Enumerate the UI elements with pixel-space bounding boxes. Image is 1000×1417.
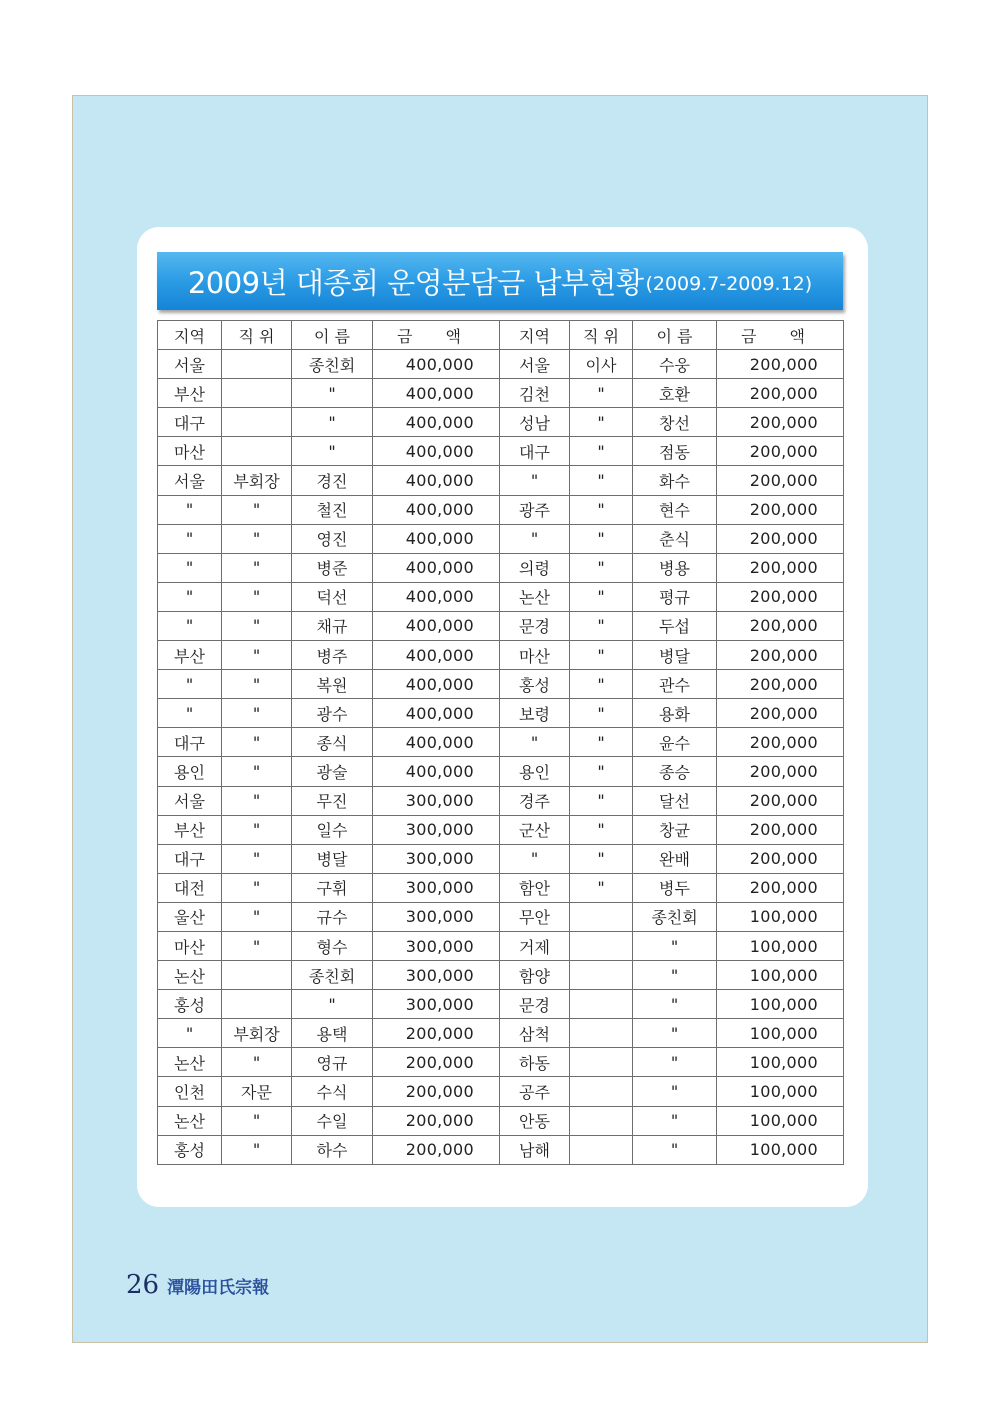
cell-name: 점동 [633, 437, 717, 466]
cell-position: 부회장 [222, 1019, 292, 1048]
cell-position [570, 931, 633, 960]
table-row [158, 466, 844, 495]
cell-region: 홍성 [158, 990, 222, 1019]
table-row [158, 931, 844, 960]
cell-position: " [570, 641, 633, 670]
cell-name: 두섭 [633, 611, 717, 640]
cell-position [570, 902, 633, 931]
cell-position: " [222, 670, 292, 699]
cell-name: 채규 [292, 611, 373, 640]
cell-amount: 200,000 [717, 670, 844, 699]
cell-name: 병두 [633, 873, 717, 902]
cell-position: " [222, 728, 292, 757]
cell-amount: 300,000 [373, 786, 500, 815]
cell-position: " [222, 641, 292, 670]
cell-region: 마산 [158, 437, 222, 466]
cell-position: " [222, 553, 292, 582]
cell-region: " [158, 699, 222, 728]
cell-position: " [222, 524, 292, 553]
cell-name: 광술 [292, 757, 373, 786]
header-amount-left: 금 액 [373, 321, 500, 350]
cell-position: " [570, 466, 633, 495]
table-row [158, 1019, 844, 1048]
cell-region: 공주 [500, 1077, 570, 1106]
cell-position: " [222, 873, 292, 902]
cell-name: 복원 [292, 670, 373, 699]
cell-name: 철진 [292, 495, 373, 524]
cell-amount: 200,000 [717, 757, 844, 786]
cell-amount: 400,000 [373, 641, 500, 670]
cell-amount: 100,000 [717, 1106, 844, 1135]
cell-name: 광수 [292, 699, 373, 728]
page-title: 2009년 대종회 운영분담금 납부현황 [187, 265, 644, 300]
cell-region: 대구 [158, 408, 222, 437]
table-row [158, 582, 844, 611]
cell-region: 무안 [500, 902, 570, 931]
cell-amount: 200,000 [373, 1106, 500, 1135]
cell-region: 논산 [158, 1106, 222, 1135]
table-row [158, 495, 844, 524]
cell-amount: 100,000 [717, 1019, 844, 1048]
cell-amount: 200,000 [717, 408, 844, 437]
cell-region: 대전 [158, 873, 222, 902]
cell-position: " [222, 495, 292, 524]
cell-position: " [570, 408, 633, 437]
cell-region: 부산 [158, 379, 222, 408]
cell-name: 구휘 [292, 873, 373, 902]
cell-amount: 200,000 [373, 1135, 500, 1164]
cell-region: 대구 [500, 437, 570, 466]
cell-name: 호환 [633, 379, 717, 408]
cell-region: " [158, 1019, 222, 1048]
cell-name: 춘식 [633, 524, 717, 553]
cell-name: " [633, 1077, 717, 1106]
cell-name: 화수 [633, 466, 717, 495]
cell-name: " [633, 931, 717, 960]
cell-position: " [570, 611, 633, 640]
cell-region: 마산 [158, 931, 222, 960]
cell-amount: 200,000 [717, 466, 844, 495]
cell-amount: 400,000 [373, 611, 500, 640]
cell-amount: 400,000 [373, 582, 500, 611]
cell-amount: 200,000 [717, 582, 844, 611]
table-row [158, 990, 844, 1019]
cell-region: 부산 [158, 641, 222, 670]
table-row [158, 437, 844, 466]
cell-amount: 200,000 [717, 553, 844, 582]
header-amount-right: 금 액 [717, 321, 844, 350]
cell-name: 윤수 [633, 728, 717, 757]
cell-position [222, 990, 292, 1019]
cell-region: " [500, 844, 570, 873]
cell-region: 부산 [158, 815, 222, 844]
cell-position: " [570, 757, 633, 786]
cell-name: 종친회 [292, 350, 373, 379]
cell-amount: 200,000 [717, 350, 844, 379]
cell-region: " [158, 670, 222, 699]
cell-name: 경진 [292, 466, 373, 495]
table-row [158, 553, 844, 582]
cell-position [570, 990, 633, 1019]
table-row [158, 873, 844, 902]
dues-table [157, 320, 844, 1165]
cell-position [570, 1048, 633, 1077]
cell-amount: 400,000 [373, 728, 500, 757]
table-row [158, 728, 844, 757]
cell-position: 이사 [570, 350, 633, 379]
cell-amount: 200,000 [717, 524, 844, 553]
cell-amount: 200,000 [717, 728, 844, 757]
cell-amount: 100,000 [717, 1135, 844, 1164]
cell-region: 남해 [500, 1135, 570, 1164]
cell-region: " [500, 466, 570, 495]
cell-amount: 400,000 [373, 437, 500, 466]
cell-amount: 400,000 [373, 408, 500, 437]
cell-amount: 200,000 [717, 379, 844, 408]
cell-amount: 400,000 [373, 379, 500, 408]
cell-name: " [633, 1048, 717, 1077]
cell-amount: 200,000 [717, 641, 844, 670]
cell-amount: 400,000 [373, 553, 500, 582]
cell-name: " [292, 990, 373, 1019]
table-row [158, 1106, 844, 1135]
cell-amount: 200,000 [717, 611, 844, 640]
cell-name: 용택 [292, 1019, 373, 1048]
header-name-right: 이 름 [633, 321, 717, 350]
cell-position [570, 1106, 633, 1135]
cell-amount: 400,000 [373, 699, 500, 728]
cell-position: " [222, 611, 292, 640]
cell-region: 안동 [500, 1106, 570, 1135]
cell-amount: 100,000 [717, 961, 844, 990]
table-row [158, 844, 844, 873]
cell-position: " [570, 699, 633, 728]
cell-region: 보령 [500, 699, 570, 728]
cell-region: 문경 [500, 990, 570, 1019]
cell-amount: 100,000 [717, 990, 844, 1019]
cell-amount: 300,000 [373, 873, 500, 902]
table-row [158, 699, 844, 728]
cell-name: " [292, 437, 373, 466]
header-position-left: 직 위 [222, 321, 292, 350]
cell-amount: 200,000 [373, 1019, 500, 1048]
cell-name: " [292, 408, 373, 437]
table-row [158, 641, 844, 670]
cell-name: 종승 [633, 757, 717, 786]
cell-amount: 200,000 [373, 1077, 500, 1106]
cell-name: 형수 [292, 931, 373, 960]
table-row [158, 611, 844, 640]
cell-region: 서울 [158, 786, 222, 815]
cell-region: 서울 [158, 466, 222, 495]
table-row [158, 1077, 844, 1106]
cell-amount: 400,000 [373, 495, 500, 524]
cell-position: " [570, 786, 633, 815]
cell-position: " [222, 699, 292, 728]
cell-position: " [222, 815, 292, 844]
table-row [158, 1135, 844, 1164]
page-footer [126, 1270, 269, 1300]
cell-region: 울산 [158, 902, 222, 931]
cell-name: 종식 [292, 728, 373, 757]
cell-position: 자문 [222, 1077, 292, 1106]
cell-name: " [633, 1135, 717, 1164]
cell-name: " [633, 1106, 717, 1135]
cell-name: 용화 [633, 699, 717, 728]
cell-position [222, 350, 292, 379]
header-region-right: 지역 [500, 321, 570, 350]
table-row [158, 757, 844, 786]
table-row [158, 524, 844, 553]
cell-amount: 100,000 [717, 902, 844, 931]
cell-amount: 300,000 [373, 902, 500, 931]
cell-name: 규수 [292, 902, 373, 931]
cell-region: " [158, 611, 222, 640]
cell-name: 현수 [633, 495, 717, 524]
cell-name: 수식 [292, 1077, 373, 1106]
header-name-left: 이 름 [292, 321, 373, 350]
publication-name: 潭陽田氏宗報 [167, 1278, 270, 1298]
cell-amount: 200,000 [373, 1048, 500, 1077]
cell-position: " [570, 582, 633, 611]
cell-position: " [570, 553, 633, 582]
cell-amount: 300,000 [373, 931, 500, 960]
cell-name: 하수 [292, 1135, 373, 1164]
cell-amount: 100,000 [717, 931, 844, 960]
table-row [158, 408, 844, 437]
cell-name: 무진 [292, 786, 373, 815]
table-row [158, 670, 844, 699]
cell-position [222, 437, 292, 466]
cell-name: 창선 [633, 408, 717, 437]
cell-position: " [222, 931, 292, 960]
cell-name: 영규 [292, 1048, 373, 1077]
cell-name: " [633, 961, 717, 990]
cell-region: 군산 [500, 815, 570, 844]
table-row [158, 902, 844, 931]
cell-name: 병달 [292, 844, 373, 873]
cell-name: 병주 [292, 641, 373, 670]
cell-position: " [570, 670, 633, 699]
cell-name: 병용 [633, 553, 717, 582]
table-row [158, 815, 844, 844]
cell-name: 달선 [633, 786, 717, 815]
cell-name: 완배 [633, 844, 717, 873]
cell-position: " [222, 1048, 292, 1077]
cell-amount: 200,000 [717, 815, 844, 844]
header-region-left: 지역 [158, 321, 222, 350]
table-row [158, 1048, 844, 1077]
cell-position [222, 379, 292, 408]
cell-region: 의령 [500, 553, 570, 582]
cell-position: " [222, 902, 292, 931]
cell-name: 평규 [633, 582, 717, 611]
cell-amount: 400,000 [373, 524, 500, 553]
cell-region: 김천 [500, 379, 570, 408]
cell-amount: 400,000 [373, 670, 500, 699]
cell-region: 삼척 [500, 1019, 570, 1048]
cell-region: 하동 [500, 1048, 570, 1077]
cell-amount: 300,000 [373, 990, 500, 1019]
cell-position: " [222, 757, 292, 786]
cell-position [222, 961, 292, 990]
cell-amount: 200,000 [717, 495, 844, 524]
title-banner [157, 252, 843, 310]
cell-amount: 200,000 [717, 844, 844, 873]
cell-region: 논산 [158, 961, 222, 990]
cell-name: " [633, 990, 717, 1019]
cell-position: 부회장 [222, 466, 292, 495]
dues-table-body [158, 321, 844, 1165]
cell-name: " [292, 379, 373, 408]
cell-amount: 300,000 [373, 844, 500, 873]
cell-region: 대구 [158, 844, 222, 873]
table-row [158, 961, 844, 990]
cell-region: 광주 [500, 495, 570, 524]
cell-name: 덕선 [292, 582, 373, 611]
cell-region: 홍성 [158, 1135, 222, 1164]
cell-position: " [222, 582, 292, 611]
page-number: 26 [126, 1270, 160, 1300]
title-period: (2009.7-2009.12) [645, 273, 813, 295]
cell-position: " [570, 524, 633, 553]
cell-region: 용인 [500, 757, 570, 786]
cell-position [222, 408, 292, 437]
table-row [158, 379, 844, 408]
cell-amount: 200,000 [717, 873, 844, 902]
cell-name: 일수 [292, 815, 373, 844]
cell-region: " [158, 524, 222, 553]
cell-name: 창균 [633, 815, 717, 844]
table-row [158, 350, 844, 379]
cell-region: 문경 [500, 611, 570, 640]
cell-amount: 400,000 [373, 466, 500, 495]
cell-position: " [222, 1135, 292, 1164]
cell-position: " [222, 786, 292, 815]
cell-name: 영진 [292, 524, 373, 553]
cell-position: " [570, 873, 633, 902]
cell-position: " [570, 844, 633, 873]
cell-position [570, 1135, 633, 1164]
cell-amount: 300,000 [373, 815, 500, 844]
cell-region: " [158, 582, 222, 611]
cell-position: " [570, 728, 633, 757]
cell-region: 함안 [500, 873, 570, 902]
cell-position: " [570, 437, 633, 466]
cell-region: 용인 [158, 757, 222, 786]
cell-name: 종친회 [633, 902, 717, 931]
cell-amount: 200,000 [717, 786, 844, 815]
cell-amount: 200,000 [717, 437, 844, 466]
cell-region: 홍성 [500, 670, 570, 699]
cell-name: " [633, 1019, 717, 1048]
cell-position: " [570, 379, 633, 408]
cell-region: " [500, 524, 570, 553]
cell-region: 인천 [158, 1077, 222, 1106]
cell-amount: 100,000 [717, 1048, 844, 1077]
cell-position: " [222, 844, 292, 873]
cell-name: 병준 [292, 553, 373, 582]
cell-amount: 300,000 [373, 961, 500, 990]
cell-amount: 100,000 [717, 1077, 844, 1106]
cell-region: 서울 [158, 350, 222, 379]
cell-name: 병달 [633, 641, 717, 670]
cell-position: " [570, 815, 633, 844]
header-position-right: 직 위 [570, 321, 633, 350]
cell-region: 서울 [500, 350, 570, 379]
cell-position [570, 1019, 633, 1048]
table-header-row [158, 321, 844, 350]
cell-region: " [158, 495, 222, 524]
cell-position [570, 1077, 633, 1106]
cell-amount: 400,000 [373, 757, 500, 786]
table-row [158, 786, 844, 815]
cell-region: 논산 [500, 582, 570, 611]
cell-position: " [570, 495, 633, 524]
cell-region: 성남 [500, 408, 570, 437]
cell-region: " [500, 728, 570, 757]
cell-name: 종친회 [292, 961, 373, 990]
cell-region: 함양 [500, 961, 570, 990]
cell-position: " [222, 1106, 292, 1135]
cell-position [570, 961, 633, 990]
cell-region: 거제 [500, 931, 570, 960]
cell-amount: 200,000 [717, 699, 844, 728]
cell-region: 논산 [158, 1048, 222, 1077]
cell-amount: 400,000 [373, 350, 500, 379]
cell-region: 마산 [500, 641, 570, 670]
cell-region: " [158, 553, 222, 582]
cell-name: 수웅 [633, 350, 717, 379]
cell-region: 대구 [158, 728, 222, 757]
cell-name: 수일 [292, 1106, 373, 1135]
cell-region: 경주 [500, 786, 570, 815]
cell-name: 관수 [633, 670, 717, 699]
